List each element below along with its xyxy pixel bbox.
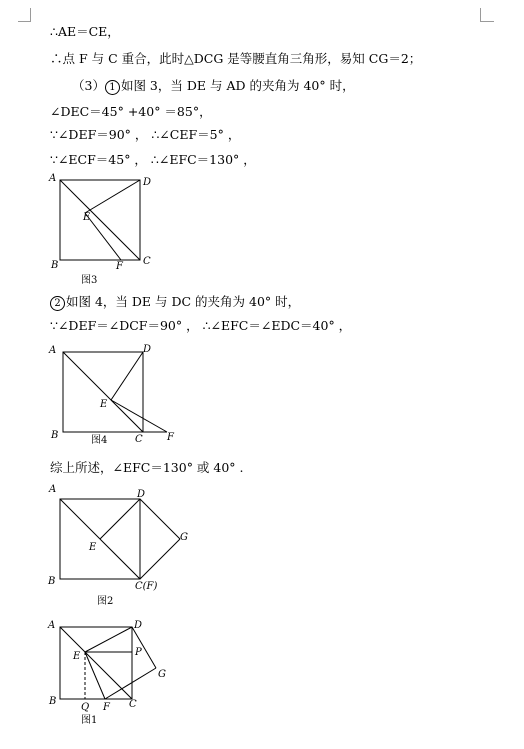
fig1-caption: 图1 xyxy=(81,715,98,726)
text-line-7 xyxy=(50,294,300,311)
fig4-label-D: D xyxy=(143,344,152,355)
fig4-label-E: E xyxy=(100,399,108,410)
crop-mark-right xyxy=(480,8,481,22)
fig2-segment-GC xyxy=(140,539,180,579)
fig3-segment-EF xyxy=(85,213,121,260)
crop-mark-left-h xyxy=(18,21,31,22)
text-line-8: ∵∠DEF＝∠DCF＝90° ， ∴∠EFC＝∠EDC＝40° ， xyxy=(50,318,352,333)
fig2-label-G: G xyxy=(180,532,188,543)
fig3-label-D: D xyxy=(143,177,152,188)
text-line-6: ∵∠ECF＝45° ， ∴∠EFC＝130° ， xyxy=(50,152,256,167)
circled-number: 1 xyxy=(105,80,120,95)
fig3-label-C: C xyxy=(143,256,151,267)
fig2-label-E: E xyxy=(89,542,97,553)
case-text: 如图 3，当 DE 与 AD 的夹角为 40° 时， xyxy=(120,78,355,93)
text-line-5: ∵∠DEF＝90° ， ∴∠CEF＝5° ， xyxy=(50,127,241,142)
fig1-label-Q: Q xyxy=(81,702,90,713)
fig2-label-A: A xyxy=(49,484,57,495)
figure-1 xyxy=(45,617,185,727)
fig3-segment-DE xyxy=(85,180,140,213)
fig3-label-A: A xyxy=(49,173,57,184)
text-line-9: 综上所述，∠EFC＝130° 或 40° . xyxy=(50,460,244,475)
fig2-label-D: D xyxy=(137,489,146,500)
fig3-label-B: B xyxy=(51,260,59,271)
fig1-segment-ED xyxy=(85,627,132,652)
fig1-label-D: D xyxy=(134,620,143,631)
fig1-diagonal-AC xyxy=(60,627,132,699)
text-line-4: ∠DEC＝45° +40° ＝85°， xyxy=(50,104,212,119)
figure-4 xyxy=(45,340,185,445)
circled-number: 2 xyxy=(50,296,65,311)
fig2-label-C: C(F) xyxy=(135,581,158,592)
fig1-segment-EF xyxy=(85,652,105,699)
fig4-label-B: B xyxy=(51,430,59,441)
figure-2 xyxy=(45,484,205,609)
fig3-caption: 图3 xyxy=(81,275,98,286)
fig2-segment-DG xyxy=(140,499,180,539)
fig4-caption: 图4 xyxy=(91,435,108,446)
crop-mark-right-h xyxy=(480,21,494,22)
fig4-label-F: F xyxy=(167,432,174,443)
fig4-diagonal-AC xyxy=(63,352,143,432)
fig1-label-C: C xyxy=(129,699,137,710)
text-line-2: ∴点 F 与 C 重合，此时△DCG 是等腰直角三角形，易知 CG＝2； xyxy=(50,51,422,66)
fig1-segment-GF xyxy=(105,668,156,699)
fig2-segment-ED xyxy=(100,499,140,539)
text-line-3 xyxy=(72,78,355,95)
figure-3 xyxy=(45,172,165,287)
crop-mark-left xyxy=(30,8,31,22)
fig4-label-C: C xyxy=(135,434,143,445)
fig1-label-B: B xyxy=(49,696,57,707)
fig4-segment-DE xyxy=(111,352,143,400)
fig1-label-A: A xyxy=(48,620,56,631)
fig1-label-E: E xyxy=(73,651,81,662)
fig2-label-B: B xyxy=(48,576,56,587)
fig4-label-A: A xyxy=(49,345,57,356)
fig3-diagonal-AC xyxy=(60,180,140,260)
fig2-caption: 图2 xyxy=(97,596,114,607)
case-text: 如图 4，当 DE 与 DC 的夹角为 40° 时， xyxy=(66,294,301,309)
fig3-label-E: E xyxy=(83,212,91,223)
text-line-1: ∴AE＝CE， xyxy=(50,24,120,39)
part-label: （3） xyxy=(72,78,105,93)
fig3-label-F: F xyxy=(116,261,123,272)
fig4-segment-EF xyxy=(111,400,167,432)
fig1-label-G: G xyxy=(158,669,166,680)
fig1-label-F: F xyxy=(103,702,110,713)
fig1-label-P: P xyxy=(135,647,142,658)
